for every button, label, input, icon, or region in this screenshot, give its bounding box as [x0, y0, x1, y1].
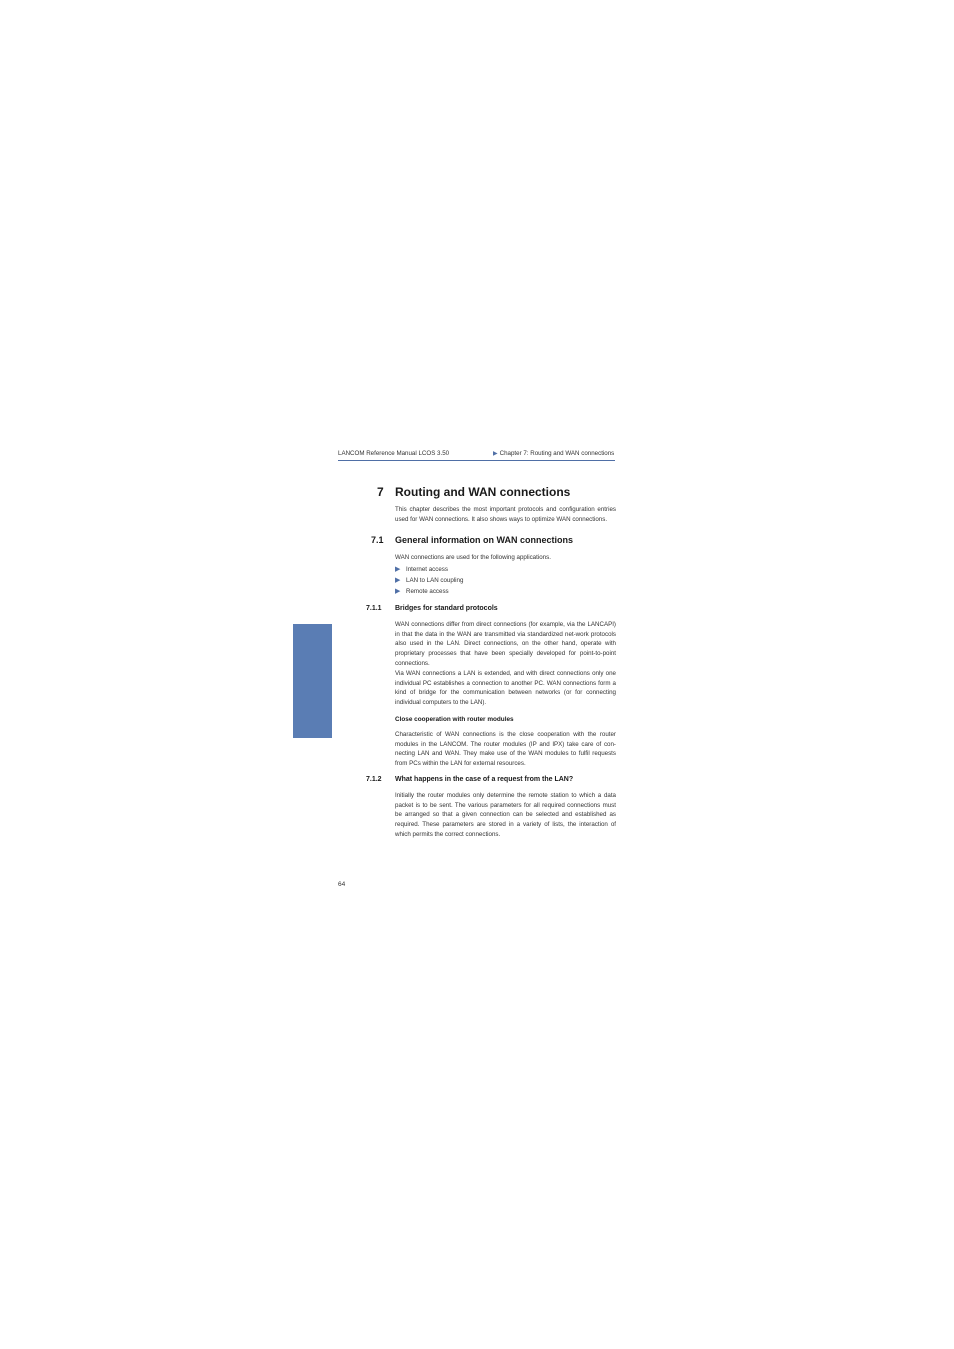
paragraph: Via WAN connections a LAN is extended, and with direct connections only one individual PC establishes a connection to another PC. WAN connections form a kind of bridge for the communication between networks (or for connecting individual computers to the LAN).	[395, 670, 616, 707]
chapter-intro: This chapter describes the most important protocols and configuration entries used for WAN connections. It also shows ways to optimize WAN connections.	[395, 506, 616, 523]
side-thumb-tab	[293, 624, 359, 738]
subsection-number: 7.1.1	[366, 605, 382, 612]
application-list	[395, 564, 463, 597]
triangle-right-icon: ▶	[493, 451, 498, 457]
paragraph: Characteristic of WAN connections is the close cooperation with the router modules in the LANCOM. The router modules (IP and IPX) take care of con-necting LAN and WAN. They make use of the WAN modules to fulfil requests from PCs within the LAN for external resources.	[395, 731, 616, 768]
subsection-title: Bridges for standard protocols	[395, 605, 498, 612]
chapter-title: Routing and WAN connections	[395, 485, 571, 499]
triangle-right-icon: ▶	[395, 588, 401, 595]
list-item	[395, 586, 463, 597]
header-rule	[338, 460, 615, 461]
subsection-title: What happens in the case of a request from the LAN?	[395, 776, 574, 783]
list-item-label: Internet access	[406, 566, 448, 573]
list-item	[395, 575, 463, 586]
paragraph: Initially the router modules only determine the remote station to which a data packet is to be sent. The various parameters for all required connections must be arranged so that a given connection can be selected and established as required. These parameters are stored in a variety of lists, the interaction of which permits the correct connections.	[395, 792, 616, 838]
paragraph: WAN connections differ from direct connections (for example, via the LANCAPI) in that the data in the WAN are transmitted via standardized net-work protocols also used in the LAN. Direct connections, on the other hand, operate with proprietary processes that have been specially developed for point-to-point connections.	[395, 621, 616, 667]
list-item-label: LAN to LAN coupling	[406, 577, 464, 584]
section-intro: WAN connections are used for the following applications.	[395, 554, 551, 561]
page-number: 64	[338, 881, 346, 888]
section-title: General information on WAN connections	[395, 535, 574, 545]
running-header-right	[493, 450, 614, 457]
run-in-heading: Close cooperation with router modules	[395, 716, 514, 723]
triangle-right-icon: ▶	[395, 577, 401, 584]
running-header-chapter: Chapter 7: Routing and WAN connections	[499, 450, 615, 457]
subsection-number: 7.1.2	[366, 776, 382, 783]
side-tab-label	[332, 624, 371, 738]
section-number: 7.1	[371, 535, 384, 545]
running-header-left: LANCOM Reference Manual LCOS 3.50	[338, 450, 450, 457]
chapter-number: 7	[377, 485, 384, 499]
list-item-label: Remote access	[406, 588, 449, 595]
list-item	[395, 564, 463, 575]
side-tab-line2: connections	[351, 664, 359, 698]
side-tab-line1: Routing and WAN	[343, 655, 351, 707]
triangle-right-icon: ▶	[395, 566, 401, 573]
